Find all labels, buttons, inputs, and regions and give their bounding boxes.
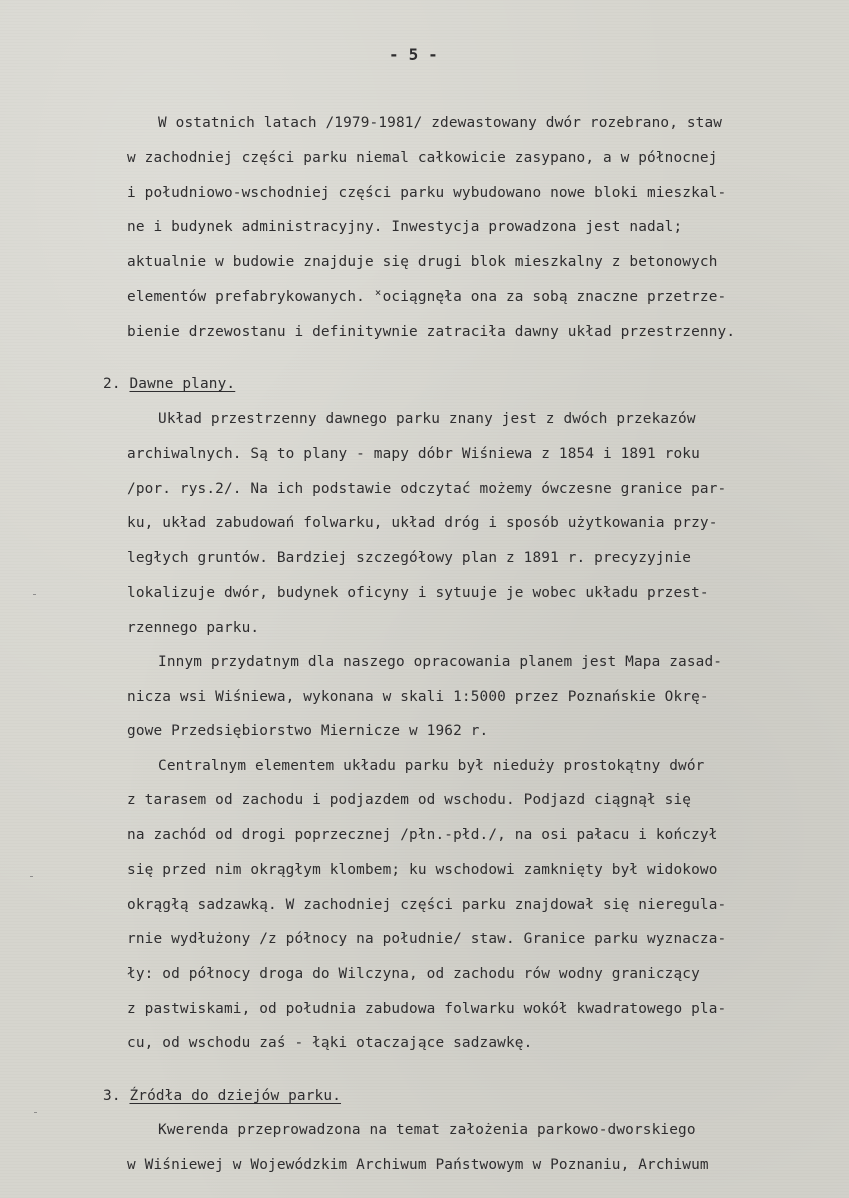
text-line: się przed nim okrągłym klombem; ku wschodowi zamknięty był widokowo <box>127 862 718 878</box>
text-line: w Wiśniewej w Wojewódzkim Archiwum Państwowym w Poznaniu, Archiwum <box>127 1157 709 1173</box>
text-line: rzennego parku. <box>127 620 260 636</box>
text-line: Centralnym elementem układu parku był nieduży prostokątny dwór <box>158 758 705 774</box>
text-line: na zachód od drogi poprzecznej /płn.-płd./, na osi pałacu i kończył <box>127 827 718 843</box>
text-line: gowe Przedsiębiorstwo Miernicze w 1962 r. <box>127 723 489 739</box>
text-line: /por. rys.2/. Na ich podstawie odczytać możemy ówczesne granice par- <box>127 481 727 497</box>
text-line: ły: od północy droga do Wilczyna, od zachodu rów wodny graniczący <box>127 966 700 982</box>
text-line: Kwerenda przeprowadzona na temat założenia parkowo-dworskiego <box>158 1122 696 1138</box>
scan-mark <box>33 594 36 595</box>
text-line: ległych gruntów. Bardziej szczegółowy plan z 1891 r. precyzyjnie <box>127 550 692 566</box>
section-heading <box>103 377 235 391</box>
text-line: z tarasem od zachodu i podjazdem od wschodu. Podjazd ciągnął się <box>127 792 692 808</box>
text-line: Układ przestrzenny dawnego parku znany jest z dwóch przekazów <box>158 411 696 427</box>
section-number: 3. <box>103 1088 121 1104</box>
page-number: - 5 - <box>389 45 438 64</box>
text-line: lokalizuje dwór, budynek oficyny i sytuuje je wobec układu przest- <box>127 585 709 601</box>
text-line: W ostatnich latach /1979-1981/ zdewastowany dwór rozebrano, staw <box>158 115 723 131</box>
text-line: okrągłą sadzawką. W zachodniej części parku znajdował się nieregula- <box>127 897 727 913</box>
text-line: elementów prefabrykowanych. ˟ociągnęła ona za sobą znaczne przetrze- <box>127 289 727 305</box>
text-line: archiwalnych. Są to plany - mapy dóbr Wiśniewa z 1854 i 1891 roku <box>127 446 700 462</box>
text-line: w zachodniej części parku niemal całkowicie zasypano, a w północnej <box>127 150 718 166</box>
text-line: nicza wsi Wiśniewa, wykonana w skali 1:5000 przez Poznańskie Okrę- <box>127 689 709 705</box>
scan-mark <box>34 1112 37 1113</box>
text-line: ku, układ zabudowań folwarku, układ dróg i sposób użytkowania przy- <box>127 515 718 531</box>
scan-mark <box>30 876 33 877</box>
section-number: 2. <box>103 376 121 392</box>
text-line: rnie wydłużony /z północy na południe/ staw. Granice parku wyznacza- <box>127 931 727 947</box>
section-title: Źródła do dziejów parku. <box>129 1088 342 1104</box>
text-line: aktualnie w budowie znajduje się drugi blok mieszkalny z betonowych <box>127 254 718 270</box>
text-line: cu, od wschodu zaś - łąki otaczające sadzawkę. <box>127 1035 533 1051</box>
text-line: i południowo-wschodniej części parku wybudowano nowe bloki mieszkal- <box>127 185 727 201</box>
section-heading <box>103 1089 341 1103</box>
text-line: Innym przydatnym dla naszego opracowania planem jest Mapa zasad- <box>158 654 723 670</box>
text-line: bienie drzewostanu i definitywnie zatraciła dawny układ przestrzenny. <box>127 324 736 340</box>
section-title: Dawne plany. <box>129 376 236 392</box>
text-line: ne i budynek administracyjny. Inwestycja prowadzona jest nadal; <box>127 219 683 235</box>
text-line: z pastwiskami, od południa zabudowa folwarku wokół kwadratowego pla- <box>127 1001 727 1017</box>
